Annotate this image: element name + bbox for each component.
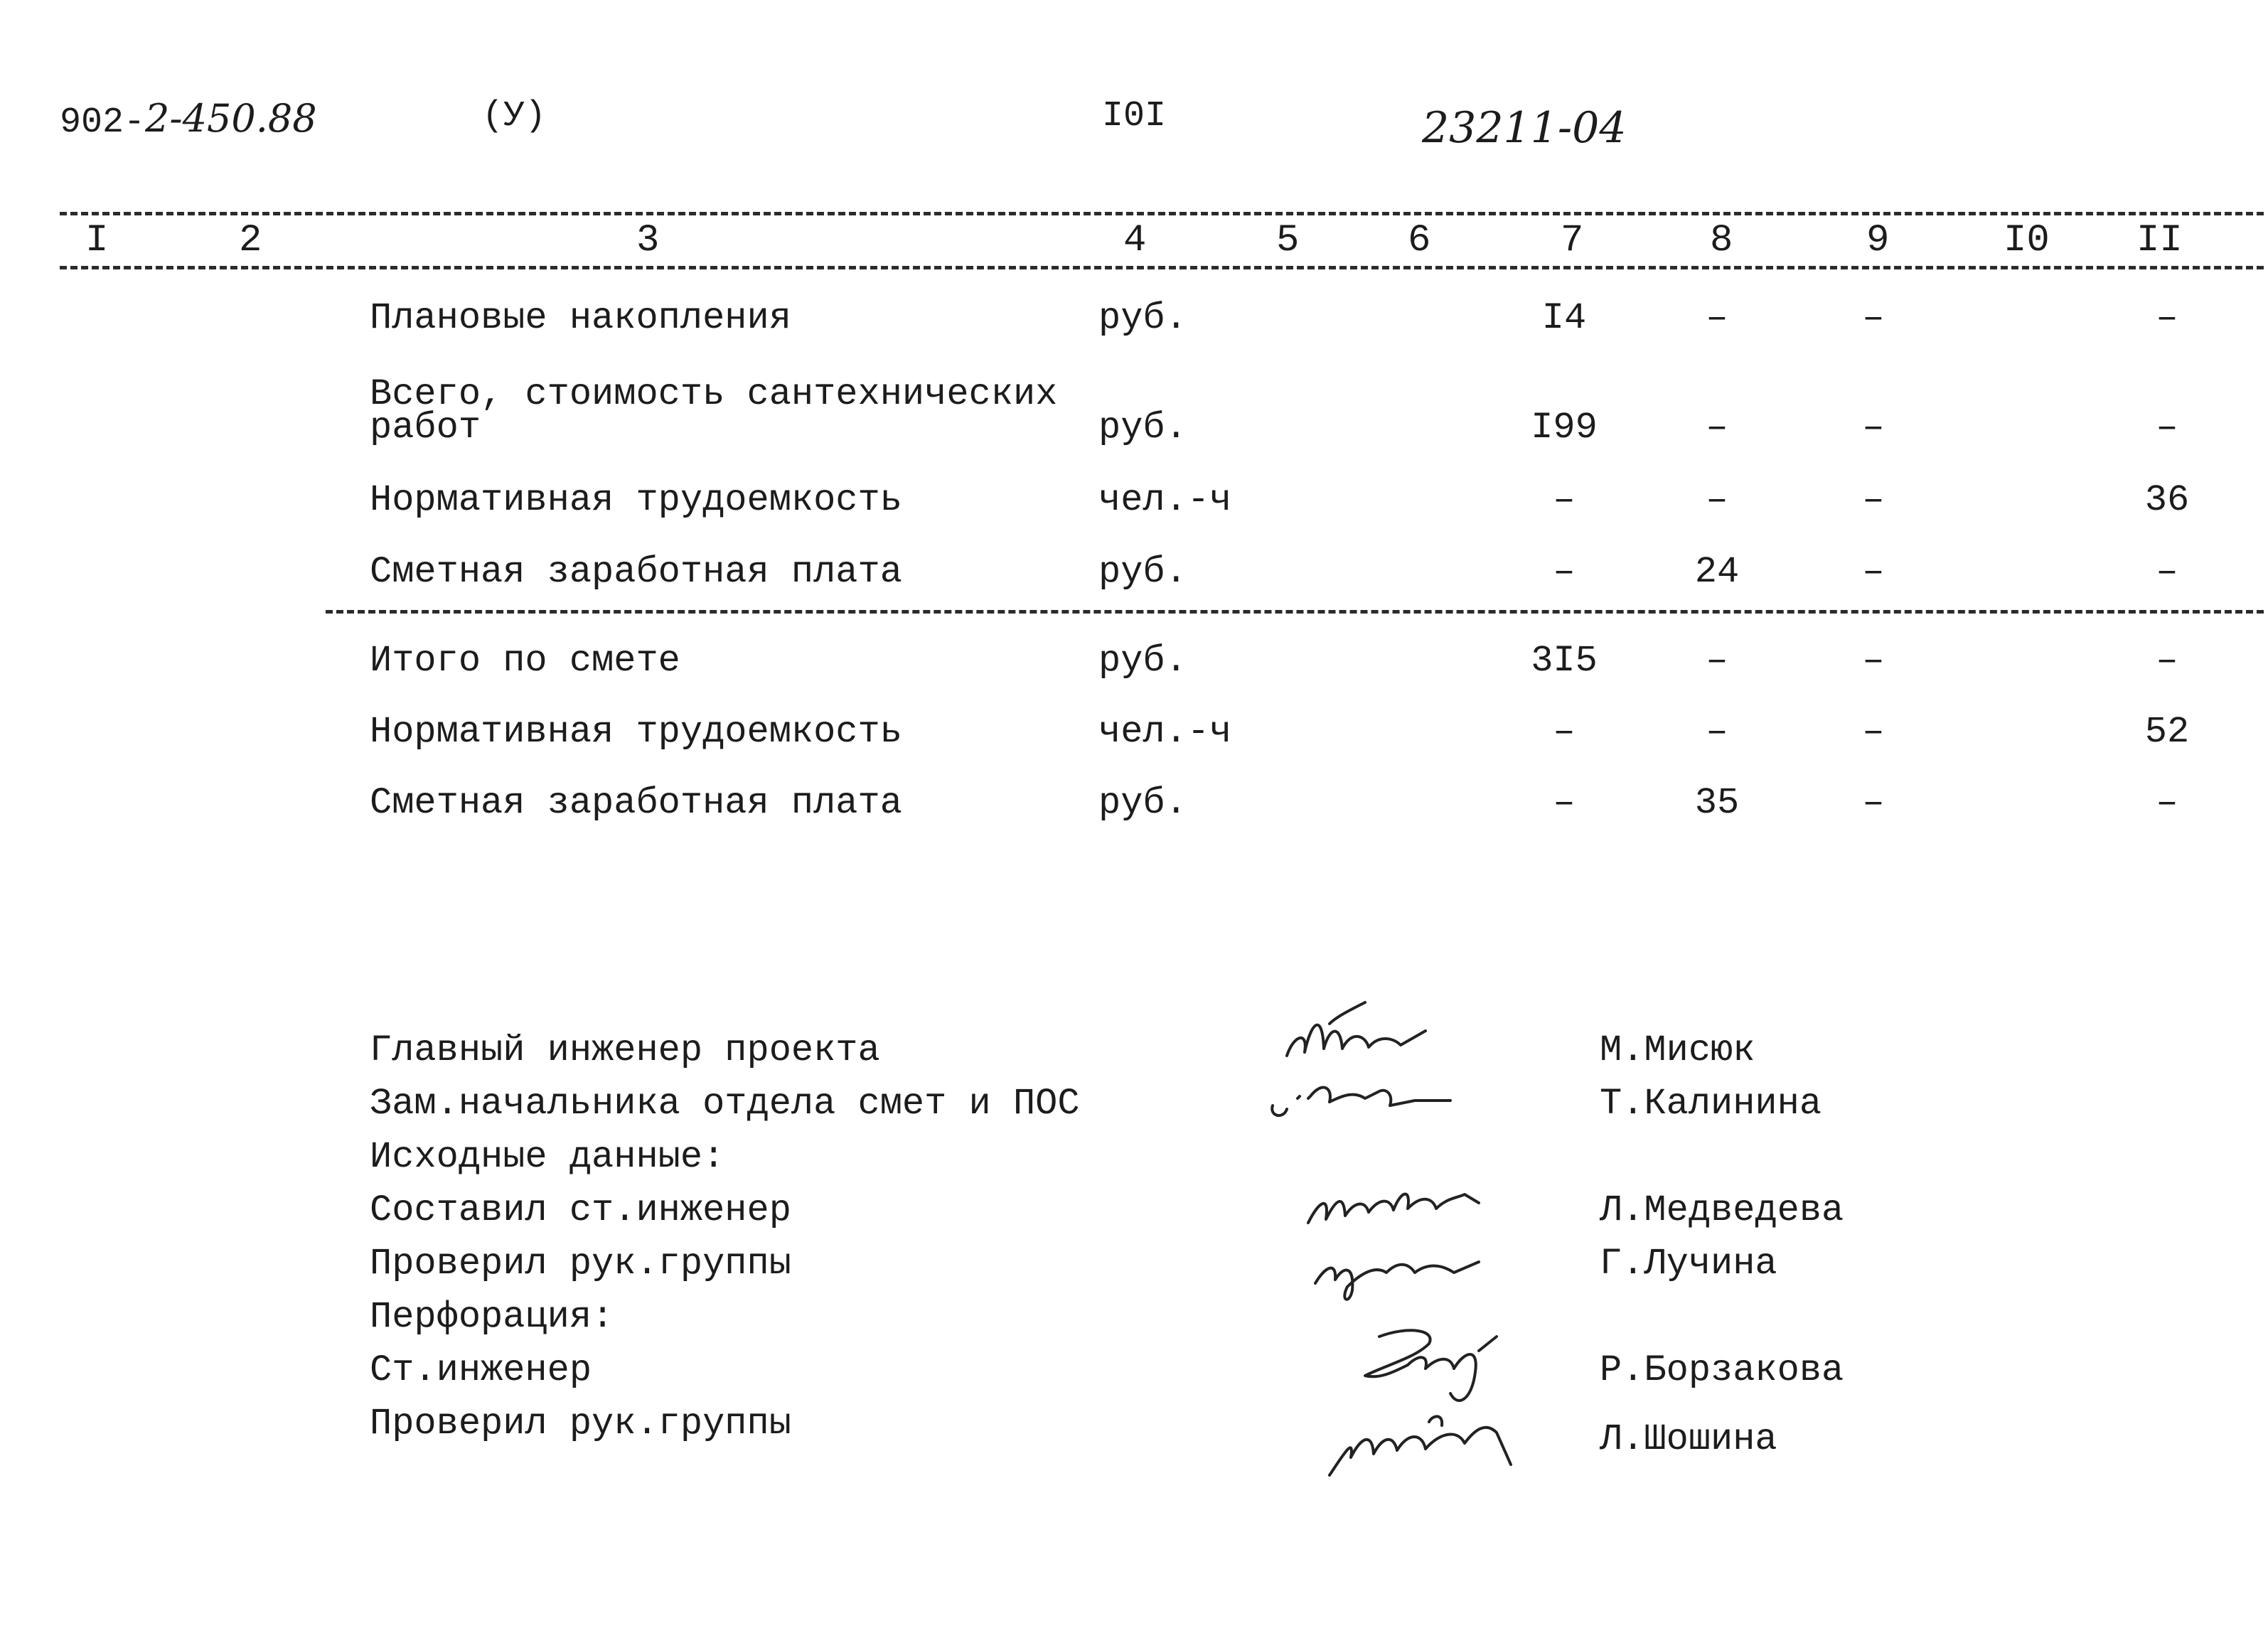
page-number: I0I — [1102, 96, 1167, 136]
document-number — [60, 96, 317, 143]
column-number-2: 2 — [239, 219, 262, 262]
handwritten-code: 23211-04 — [1422, 103, 1627, 153]
role-senior-engineer: Ст.инженер — [370, 1349, 592, 1391]
cell-col11: 52 — [2144, 711, 2190, 753]
row-label: Сметная заработная плата — [370, 551, 902, 593]
signature-luchina — [1308, 1233, 1507, 1312]
variant-mark: (У) — [482, 96, 547, 136]
document-number-handwritten: 2-450.88 — [145, 96, 317, 141]
cell-col7: – — [1553, 782, 1576, 824]
cell-col11: 36 — [2144, 479, 2190, 521]
cell-col7: 3I5 — [1531, 640, 1598, 682]
row-label-line2: работ — [370, 407, 481, 449]
row-unit: руб. — [1098, 407, 1187, 449]
header-bottom-rule — [60, 266, 2264, 269]
column-number-8: 8 — [1710, 219, 1733, 262]
cell-col8: – — [1706, 407, 1728, 449]
column-number-11: II — [2136, 219, 2183, 262]
role-checked-by-group: Проверил рук.группы — [370, 1403, 791, 1445]
column-number-9: 9 — [1866, 219, 1890, 262]
cell-col8: 24 — [1694, 551, 1740, 593]
row-unit: чел.-ч — [1098, 479, 1232, 521]
section-source-data: Исходные данные: — [370, 1136, 725, 1178]
column-number-5: 5 — [1276, 219, 1300, 262]
cell-col7: I99 — [1531, 407, 1598, 449]
row-label: Нормативная трудоемкость — [370, 479, 902, 521]
cell-col11: – — [2156, 782, 2178, 824]
signature-kalinina — [1266, 1066, 1479, 1123]
signature-medvedeva — [1301, 1166, 1500, 1237]
cell-col9: – — [1862, 407, 1885, 449]
column-number-4: 4 — [1123, 219, 1147, 262]
role-compiled-by: Составил ст.инженер — [370, 1189, 791, 1231]
row-unit: руб. — [1098, 551, 1187, 593]
name-medvedeva: Л.Медведева — [1600, 1189, 1844, 1231]
cell-col7: – — [1553, 711, 1576, 753]
cell-col9: – — [1862, 711, 1885, 753]
row-unit: руб. — [1098, 297, 1187, 339]
row-label: Итого по смете — [370, 640, 680, 682]
name-luchina: Г.Лучина — [1600, 1243, 1777, 1285]
cell-col11: – — [2156, 640, 2178, 682]
cell-col9: – — [1862, 479, 1885, 521]
document-number-prefix: 902- — [60, 102, 146, 143]
section-perforation: Перфорация: — [370, 1296, 614, 1338]
header-top-rule — [60, 212, 2264, 215]
signature-shoshina — [1322, 1393, 1536, 1486]
column-number-3: 3 — [636, 219, 660, 262]
cell-col7: I4 — [1541, 297, 1587, 339]
role-deputy-head: Зам.начальника отдела смет и ПОС — [370, 1083, 1080, 1125]
row-label: Плановые накопления — [370, 297, 791, 339]
cell-col8: – — [1706, 711, 1728, 753]
cell-col8: – — [1706, 479, 1728, 521]
cell-col9: – — [1862, 297, 1885, 339]
row-label: Нормативная трудоемкость — [370, 711, 902, 753]
column-number-7: 7 — [1561, 219, 1584, 262]
cell-col9: – — [1862, 551, 1885, 593]
name-kalinina: Т.Калинина — [1600, 1083, 1822, 1125]
column-number-1: I — [85, 219, 109, 262]
cell-col7: – — [1553, 479, 1576, 521]
column-number-10: I0 — [2004, 219, 2050, 262]
row-unit: руб. — [1098, 640, 1187, 682]
row-unit: руб. — [1098, 782, 1187, 824]
section-divider — [326, 610, 2264, 614]
row-label-line1: Всего, стоимость сантехнических — [370, 373, 1058, 415]
cell-col11: – — [2156, 297, 2178, 339]
cell-col9: – — [1862, 640, 1885, 682]
name-shoshina: Л.Шошина — [1600, 1418, 1777, 1460]
role-chief-engineer: Главный инженер проекта — [370, 1029, 880, 1071]
cell-col8: 35 — [1694, 782, 1740, 824]
signature-misyuk — [1280, 992, 1450, 1070]
name-misyuk: М.Мисюк — [1600, 1029, 1755, 1071]
cell-col8: – — [1706, 297, 1728, 339]
cell-col11: – — [2156, 551, 2178, 593]
row-unit: чел.-ч — [1098, 711, 1232, 753]
cell-col8: – — [1706, 640, 1728, 682]
cell-col9: – — [1862, 782, 1885, 824]
column-number-6: 6 — [1408, 219, 1431, 262]
row-label: Сметная заработная плата — [370, 782, 902, 824]
role-checked-by: Проверил рук.группы — [370, 1243, 791, 1285]
cell-col7: – — [1553, 551, 1576, 593]
name-borzakova: Р.Борзакова — [1600, 1349, 1844, 1391]
cell-col11: – — [2156, 407, 2178, 449]
